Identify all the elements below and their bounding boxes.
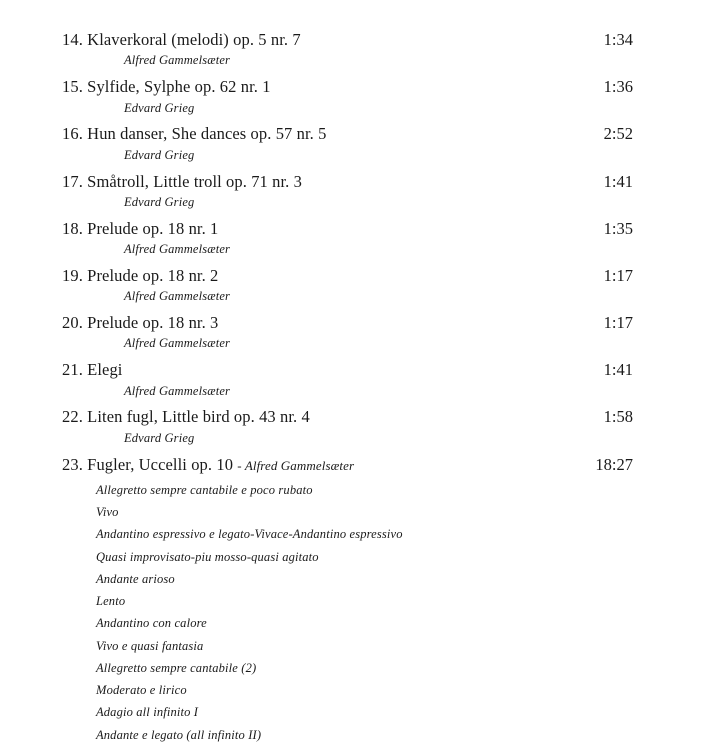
movement-item: Vivo	[96, 505, 119, 520]
track-title	[62, 264, 218, 287]
track-row	[62, 453, 633, 746]
track-duration: 1:41	[603, 360, 633, 380]
track-title-text: Prelude op. 18 nr. 1	[87, 218, 219, 238]
movement-item: Andantino espressivo e legato-Vivace-Andantino espressivo	[96, 527, 403, 542]
track-title	[62, 75, 271, 98]
movement-item: Allegretto sempre cantabile e poco rubato	[96, 482, 313, 497]
track-number: 16.	[62, 124, 83, 144]
track-duration: 1:36	[603, 77, 633, 97]
movement-item: Lento	[96, 594, 126, 609]
movement-item: Andante arioso	[96, 571, 175, 586]
track-title	[62, 122, 326, 145]
movement-item: Andante e legato (all infinito II)	[96, 727, 262, 742]
track-list	[62, 28, 633, 746]
track-number: 17.	[62, 171, 83, 191]
track-title	[62, 358, 123, 381]
track-title	[62, 28, 301, 51]
movement-item: Quasi improvisato-piu mosso-quasi agitato	[96, 549, 319, 564]
track-row	[62, 28, 633, 70]
track-main-line	[62, 28, 633, 51]
track-number: 15.	[62, 77, 83, 97]
track-main-line	[62, 311, 633, 334]
movement-item: Andantino con calore	[96, 616, 207, 631]
track-duration: 1:35	[603, 218, 633, 238]
track-main-line	[62, 453, 633, 476]
movement-item: Adagio all infinito I	[96, 705, 199, 720]
track-duration: 1:34	[603, 30, 633, 49]
track-row	[62, 217, 633, 259]
track-duration: 18:27	[595, 454, 633, 474]
track-number: 18.	[62, 218, 83, 238]
track-title-text: Prelude op. 18 nr. 3	[87, 313, 219, 333]
track-duration: 1:41	[603, 171, 633, 191]
movement-item: Allegretto sempre cantabile (2)	[96, 660, 257, 675]
track-number: 19.	[62, 265, 83, 285]
track-composer: Alfred Gammelsæter	[124, 242, 231, 257]
track-main-line	[62, 405, 633, 428]
track-title-text: Liten fugl, Little bird op. 43 nr. 4	[87, 407, 310, 427]
track-composer: Edvard Grieg	[124, 194, 195, 209]
track-main-line	[62, 75, 633, 98]
track-composer: Alfred Gammelsæter	[124, 383, 231, 398]
track-title-text: Småtroll, Little troll op. 71 nr. 3	[87, 171, 302, 191]
movement-item: Vivo e quasi fantasia	[96, 638, 204, 653]
track-composer: Edvard Grieg	[124, 147, 195, 162]
track-title-text: Klaverkoral (melodi) op. 5 nr. 7	[87, 30, 301, 49]
track-composer: Edvard Grieg	[124, 100, 195, 115]
track-duration: 1:17	[603, 265, 633, 285]
track-row	[62, 358, 633, 400]
track-main-line	[62, 170, 633, 193]
track-number: 23.	[62, 454, 83, 474]
track-row	[62, 170, 633, 212]
track-row	[62, 122, 633, 164]
track-composer: Alfred Gammelsæter	[124, 336, 231, 351]
track-row	[62, 75, 633, 117]
track-title-text: Elegi	[87, 360, 123, 380]
track-title-text: Prelude op. 18 nr. 2	[87, 265, 219, 285]
track-number: 21.	[62, 360, 83, 380]
track-main-line	[62, 264, 633, 287]
track-title	[62, 311, 218, 334]
track-composer: Alfred Gammelsæter	[124, 53, 231, 68]
track-composer: Alfred Gammelsæter	[124, 289, 231, 304]
track-inline-composer: - Alfred Gammelsæter	[237, 457, 355, 473]
track-row	[62, 264, 633, 306]
movement-list	[62, 479, 633, 746]
track-title-text: Hun danser, She dances op. 57 nr. 5	[87, 124, 327, 144]
track-duration: 1:17	[603, 313, 633, 333]
track-title-text: Sylfide, Sylphe op. 62 nr. 1	[87, 77, 271, 97]
track-number: 14.	[62, 30, 83, 49]
track-title	[62, 170, 302, 193]
track-title	[62, 405, 310, 428]
track-title	[62, 453, 354, 476]
track-title-text: Fugler, Uccelli op. 10	[87, 454, 234, 474]
track-main-line	[62, 358, 633, 381]
track-composer: Edvard Grieg	[124, 430, 195, 445]
movement-item: Moderato e lirico	[96, 683, 187, 698]
track-row	[62, 311, 633, 353]
track-number: 22.	[62, 407, 83, 427]
track-duration: 2:52	[603, 124, 633, 144]
track-main-line	[62, 122, 633, 145]
track-number: 20.	[62, 313, 83, 333]
track-row	[62, 405, 633, 447]
track-title	[62, 217, 218, 240]
track-duration: 1:58	[603, 407, 633, 427]
track-main-line	[62, 217, 633, 240]
